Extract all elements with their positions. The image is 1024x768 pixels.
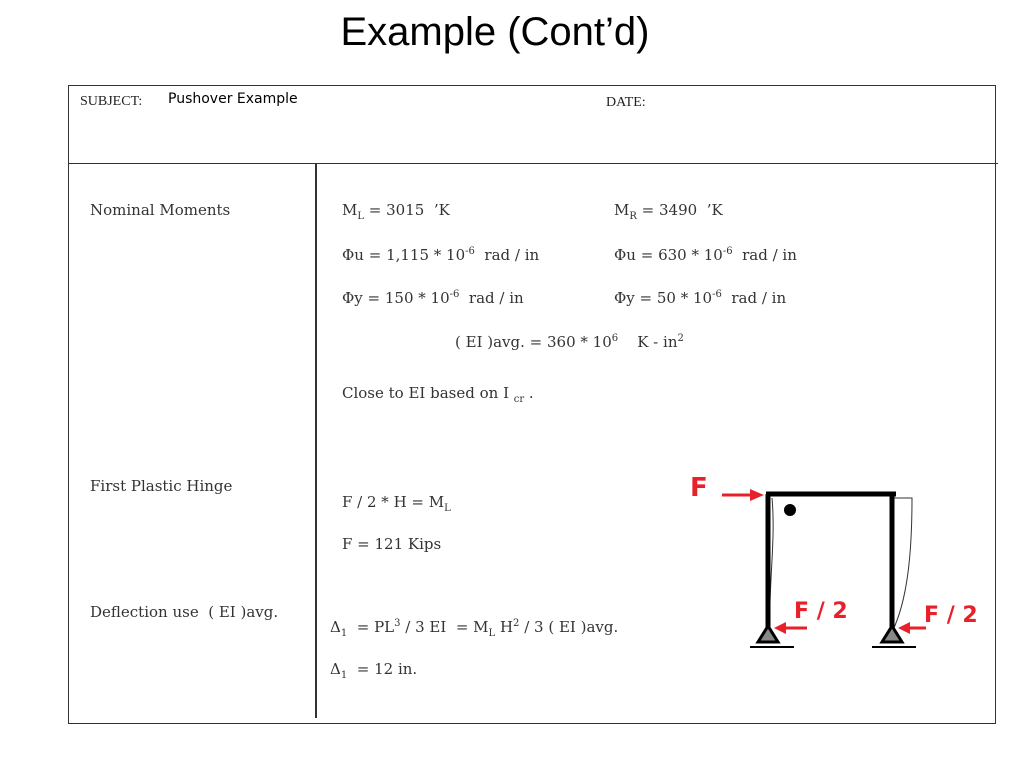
- eq-deflection-formula: $\Delta_1 = PL^3 / 3$ EI = $M_L$ $H^2 / 3$ ( EI )avg.: [330, 618, 619, 639]
- subject-label: SUBJECT:: [80, 94, 143, 109]
- eq-mr: $M_R = 3490$ ’K: [614, 201, 723, 222]
- top-load-arrowhead: [750, 489, 764, 501]
- frame-diagram: [680, 460, 990, 660]
- label-nominal-moments: Nominal Moments: [90, 201, 231, 219]
- eq-phiy-left: $\Phi y = 150 * 10^{-6}$ rad / in: [342, 289, 524, 307]
- date-label: DATE:: [606, 95, 646, 110]
- eq-deflection-result: $\Delta_1 = 12$ in.: [330, 660, 418, 681]
- load-label-left: F / 2: [794, 599, 848, 624]
- slide-title: Example (Cont’d): [340, 10, 650, 54]
- header-divider: [68, 163, 998, 164]
- note-close-to-ei: Close to EI based on I $_{cr}$ .: [342, 384, 534, 405]
- load-label-top: F: [690, 473, 708, 503]
- eq-ei-avg: ( EI )avg. = $360 * 10^6$ K - $in^2$: [455, 333, 684, 351]
- deflected-shape-right: [892, 498, 912, 632]
- eq-hinge-force: F = 121 Kips: [342, 535, 442, 553]
- eq-hinge-moment: $F / 2 * H = M_L$: [342, 493, 451, 514]
- plastic-hinge: [784, 504, 796, 516]
- eq-phiu-left: $\Phi u = 1,115 * 10^{-6}$ rad / in: [342, 246, 540, 264]
- eq-phiu-right: $\Phi u = 630 * 10^{-6}$ rad / in: [614, 246, 797, 264]
- subject-value: Pushover Example: [168, 91, 298, 107]
- load-label-right: F / 2: [924, 603, 978, 628]
- eq-ml: $M_L = 3015$ ’K: [342, 201, 450, 222]
- label-first-plastic-hinge: First Plastic Hinge: [90, 477, 233, 495]
- left-reaction-arrowhead: [774, 622, 786, 634]
- right-reaction-arrowhead: [898, 622, 910, 634]
- column-divider: [315, 164, 317, 718]
- label-deflection: Deflection use ( EI )avg.: [90, 603, 279, 621]
- eq-phiy-right: $\Phi y = 50 * 10^{-6}$ rad / in: [614, 289, 787, 307]
